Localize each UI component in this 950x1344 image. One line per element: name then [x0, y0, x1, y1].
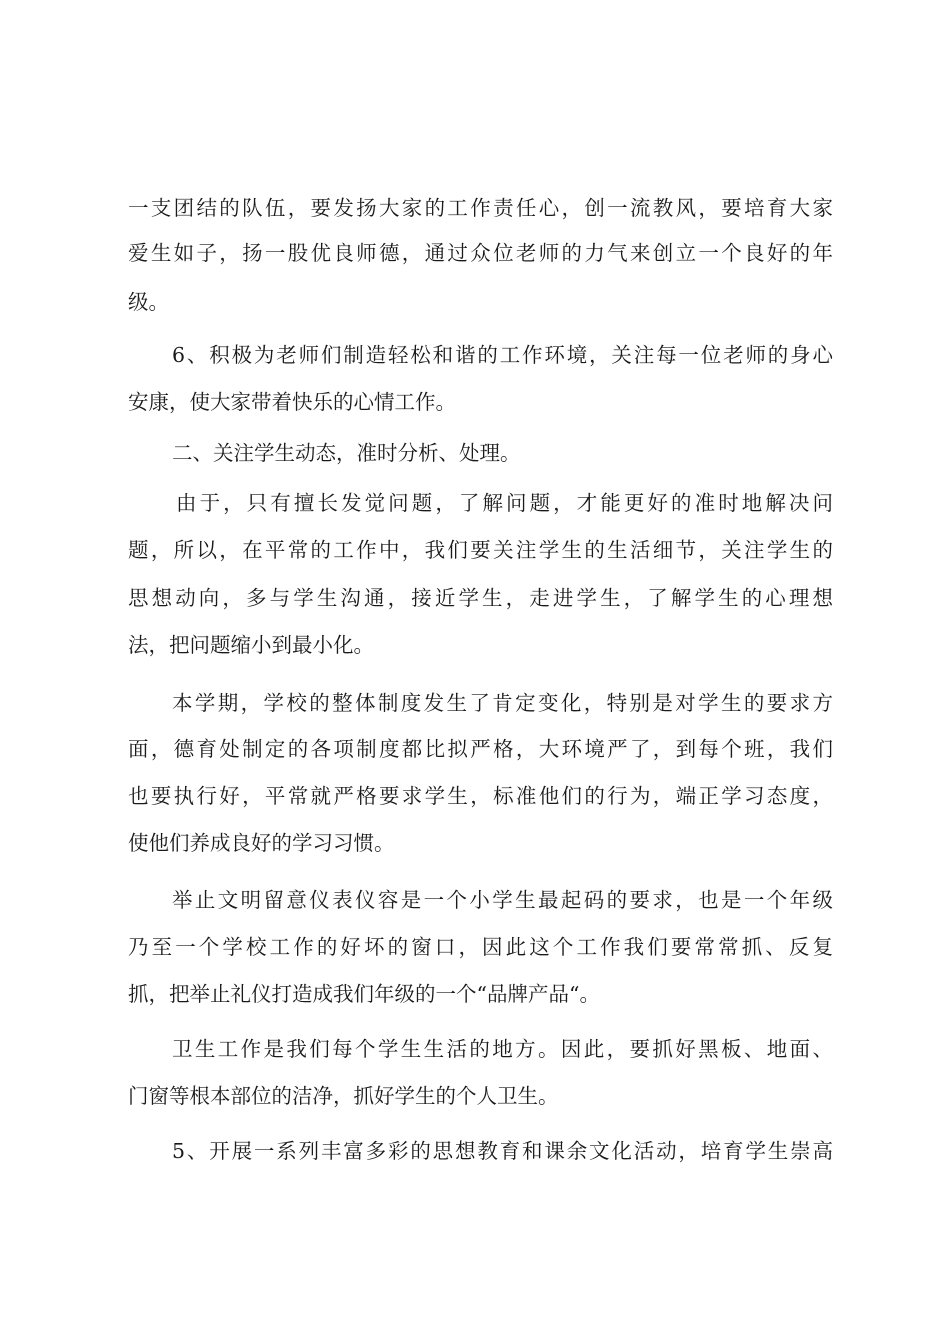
text-line: 一支团结的队伍，要发扬大家的工作责任心，创一流教风，要培育大家 [128, 196, 833, 220]
text-line: 乃至一个学校工作的好坏的窗口，因此这个工作我们要常常抓、反复 [128, 935, 833, 959]
text-line: 安康，使大家带着快乐的心情工作。 [128, 390, 456, 414]
text-line: 门窗等根本部位的洁净，抓好学生的个人卫生。 [128, 1084, 559, 1108]
text-line: 举止文明留意仪表仪容是一个小学生最起码的要求，也是一个年级 [172, 888, 833, 912]
text-line: 法，把问题缩小到最小化。 [128, 633, 374, 657]
text-line: 级。 [128, 290, 169, 314]
text-line: 面，德育处制定的各项制度都比拟严格，大环境严了，到每个班，我们 [128, 737, 833, 761]
text-line: 6、积极为老师们制造轻松和谐的工作环境，关注每一位老师的身心 [172, 343, 833, 367]
text-line: 由于，只有擅长发觉问题，了解问题，才能更好的准时地解决问 [176, 491, 833, 515]
text-line: 爱生如子，扬一股优良师德，通过众位老师的力气来创立一个良好的年 [128, 241, 833, 265]
text-line: 抓，把举止礼仪打造成我们年级的一个“品牌产品“。 [128, 982, 600, 1006]
text-line: 使他们养成良好的学习习惯。 [128, 831, 395, 855]
text-line: 题，所以，在平常的工作中，我们要关注学生的生活细节，关注学生的 [128, 538, 833, 562]
text-line: 也要执行好，平常就严格要求学生，标准他们的行为，端正学习态度， [128, 784, 833, 808]
text-line: 思想动向，多与学生沟通，接近学生，走进学生，了解学生的心理想 [128, 586, 833, 610]
text-line: 卫生工作是我们每个学生生活的地方。因此，要抓好黑板、地面、 [172, 1037, 833, 1061]
text-line: 5、开展一系列丰富多彩的思想教育和课余文化活动，培育学生崇高 [172, 1139, 833, 1163]
section-heading: 二、关注学生动态，准时分析、处理。 [172, 441, 521, 465]
text-line: 本学期，学校的整体制度发生了肯定变化，特别是对学生的要求方 [172, 691, 833, 715]
